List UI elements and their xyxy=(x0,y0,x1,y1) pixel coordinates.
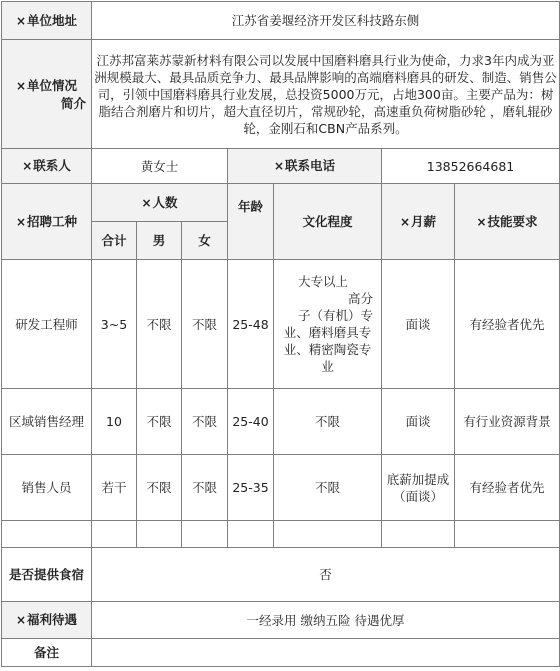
total-count: 10 xyxy=(92,389,137,455)
company-profile-text: 江苏邦富莱苏蒙新材料有限公司以发展中国磨料磨具行业为使命，力求3年内成为亚洲规模最大、最具品质竞争力、最具品牌影响的高端磨料磨具的研发、制造、销售公司，引领中国磨料磨具行业发展，总投资5000万元，占地300亩。主要产品为：树脂结合剂磨片和切片，超大直径切片，常规砂轮，高速重负荷树脂砂轮 ，磨轧辊砂轮，金刚石和CBN产品系列。 xyxy=(92,40,560,149)
profile-label: ×单位情况 简介 xyxy=(2,40,92,149)
salary: 面谈 xyxy=(382,389,455,455)
recruitment-table xyxy=(1,1,560,667)
age-header: 年龄 xyxy=(228,184,274,260)
education-header: 文化程度 xyxy=(274,184,382,260)
education-requirement: 大专以上 高分 子（有机）专 业、磨料磨具专 业、精密陶瓷专 业 xyxy=(274,260,382,389)
female-count: 不限 xyxy=(182,455,228,521)
age-range: 25-35 xyxy=(228,455,274,521)
required-mark: × xyxy=(15,613,27,627)
table-row xyxy=(2,260,560,389)
meals-label: 是否提供食宿 xyxy=(2,548,92,602)
male-count: 不限 xyxy=(137,260,182,389)
salary: 面谈 xyxy=(382,260,455,389)
recruitment-form xyxy=(0,1,560,671)
male-count: 不限 xyxy=(137,389,182,455)
job-name: 销售人员 xyxy=(2,455,92,521)
headcount-header: ×人数 xyxy=(92,184,228,222)
skill-header: ×技能要求 xyxy=(455,184,560,260)
table-row xyxy=(2,455,560,521)
header-row-1 xyxy=(2,184,560,222)
required-mark: × xyxy=(22,159,33,173)
remarks-value xyxy=(92,639,560,667)
meals-value: 否 xyxy=(92,548,560,602)
remarks-row xyxy=(2,639,560,667)
skill-requirement: 有经验者优先 xyxy=(455,455,560,521)
job-header: ×招聘工种 xyxy=(2,184,92,260)
empty-row xyxy=(2,521,560,548)
total-count: 3~5 xyxy=(92,260,137,389)
benefits-row xyxy=(2,602,560,639)
required-mark: × xyxy=(141,195,152,210)
required-mark: × xyxy=(15,214,27,229)
required-mark: × xyxy=(273,159,285,173)
profile-row xyxy=(2,40,560,149)
male-count: 不限 xyxy=(137,455,182,521)
education-requirement: 不限 xyxy=(274,389,382,455)
address-label: ×单位地址 xyxy=(2,2,92,40)
education-requirement: 不限 xyxy=(274,455,382,521)
total-header: 合计 xyxy=(92,222,137,260)
contact-row xyxy=(2,149,560,184)
female-header: 女 xyxy=(182,222,228,260)
required-mark: × xyxy=(476,214,487,229)
salary-header: ×月薪 xyxy=(382,184,455,260)
total-count: 若干 xyxy=(92,455,137,521)
benefits-label: ×福利待遇 xyxy=(2,602,92,639)
contact-phone-value: 13852664681 xyxy=(382,149,560,184)
contact-person-label: ×联系人 xyxy=(2,149,92,184)
table-row xyxy=(2,389,560,455)
job-name: 研发工程师 xyxy=(2,260,92,389)
age-range: 25-40 xyxy=(228,389,274,455)
meals-row xyxy=(2,548,560,602)
salary: 底薪加提成 （面谈） xyxy=(382,455,455,521)
address-value: 江苏省姜堰经济开发区科技路东侧 xyxy=(92,2,560,40)
male-header: 男 xyxy=(137,222,182,260)
benefits-value: 一经录用 缴纳五险 待遇优厚 xyxy=(92,602,560,639)
skill-requirement: 有行业资源背景 xyxy=(455,389,560,455)
female-count: 不限 xyxy=(182,389,228,455)
contact-phone-label: ×联系电话 xyxy=(228,149,382,184)
address-row xyxy=(2,2,560,40)
required-mark: × xyxy=(15,78,27,93)
contact-person-value: 黄女士 xyxy=(92,149,228,184)
skill-requirement: 有经验者优先 xyxy=(455,260,560,389)
remarks-label: 备注 xyxy=(2,639,92,667)
age-range: 25-48 xyxy=(228,260,274,389)
required-mark: × xyxy=(15,13,27,28)
job-name: 区域销售经理 xyxy=(2,389,92,455)
required-mark: × xyxy=(399,214,411,229)
female-count: 不限 xyxy=(182,260,228,389)
